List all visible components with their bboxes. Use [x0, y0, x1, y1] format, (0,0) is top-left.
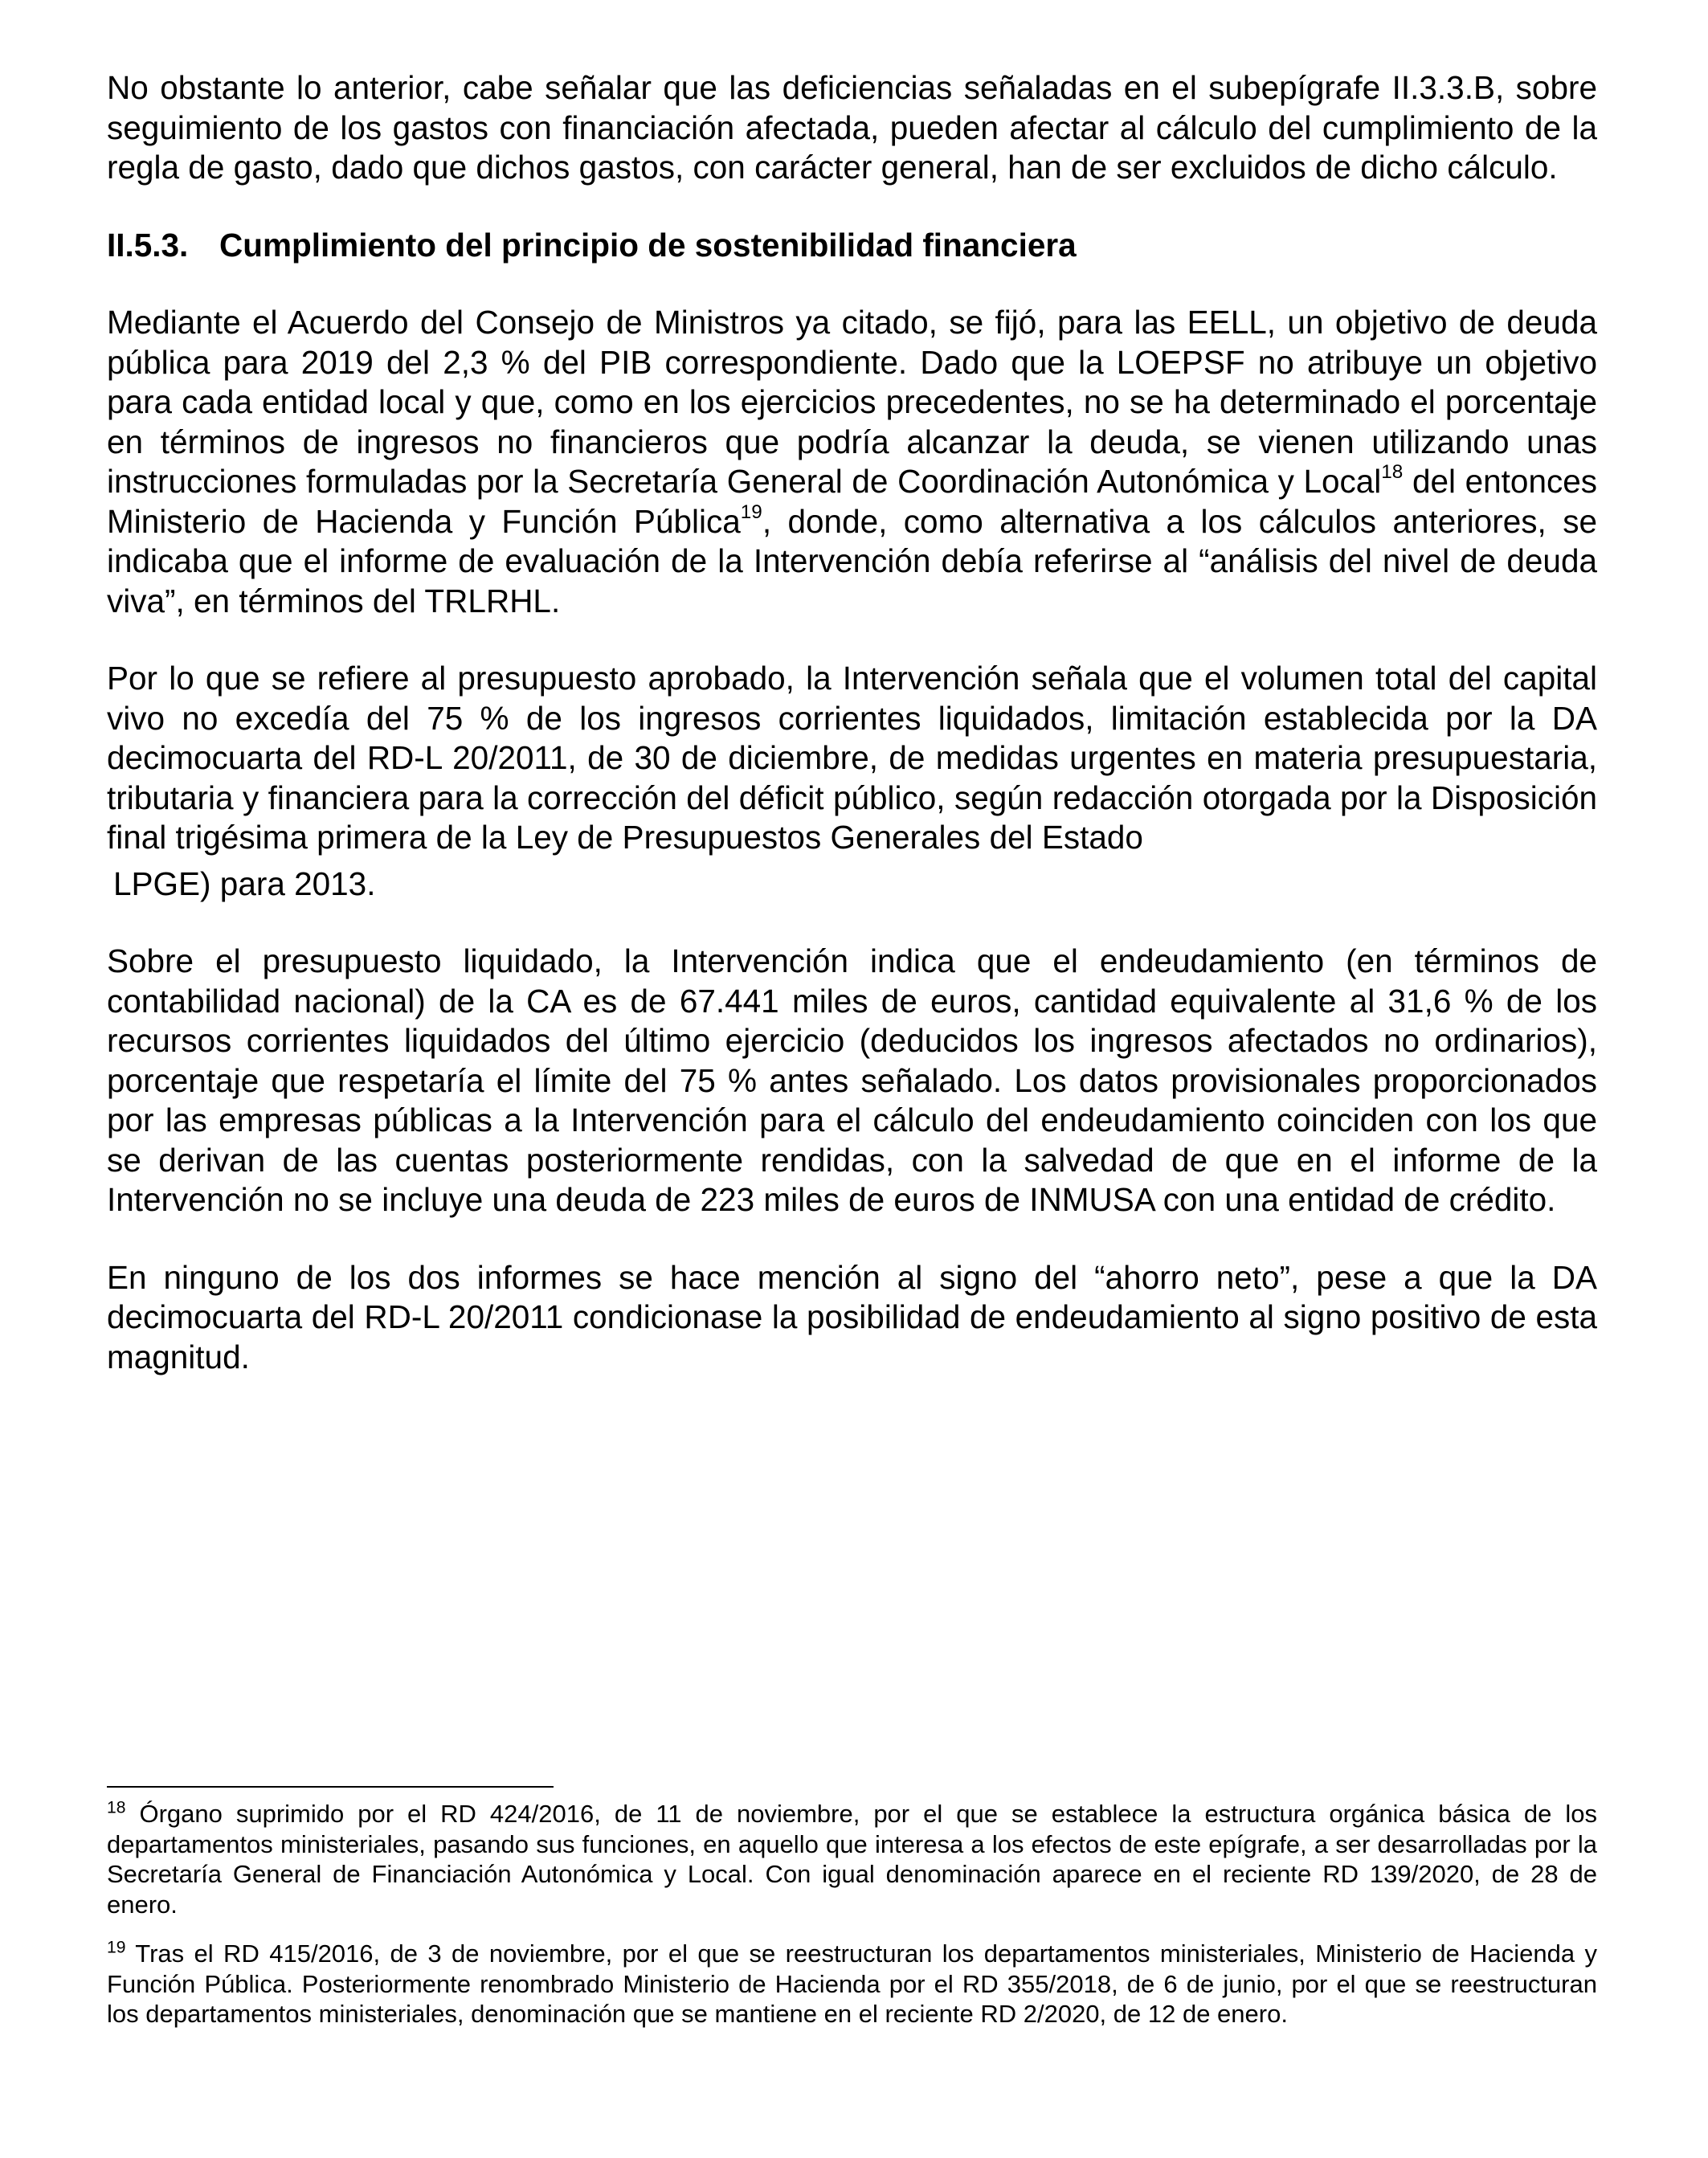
paragraph-ahorro-neto	[107, 1258, 1597, 1378]
footnote-ref-18[interactable]: 18	[1381, 460, 1404, 483]
main-content	[107, 68, 1597, 1377]
paragraph-text: LPGE) para 2013.	[113, 864, 376, 902]
footnote-ref-19[interactable]: 19	[740, 501, 762, 523]
paragraph-text: En ninguno de los dos informes se hace mención al signo del “ahorro neto”, pese a que la DA decimocuarta del RD-L 20/2011 condicionase la posibilidad de endeudamiento al signo positivo de esta magnitud.	[107, 1258, 1597, 1375]
paragraph-text: Mediante el Acuerdo del Consejo de Ministros ya citado, se fijó, para las EELL, un objetivo de deuda pública para 2019 del 2,3 % del PIB correspondiente. Dado que la LOEPSF no atribuye un objetivo para cada entidad local y que, como en los ejercicios precedentes, no se ha determinado el porcentaje en términos de ingresos no financieros que podría alcanzar la deuda, se vienen utilizando unas instrucciones formuladas por la Secretaría General de Coordinación Autonómica y Local	[107, 304, 1597, 500]
paragraph-regla-gasto-note	[107, 68, 1597, 188]
paragraph-objetivo-deuda	[107, 303, 1597, 621]
section-number: II.5.3.	[107, 226, 189, 264]
footnote-mark: 19	[107, 1938, 126, 1957]
paragraph-text: , donde, como alternativa a los cálculos anteriores, se indicaba que el informe de evaluación de la Intervención debía referirse al “análisis del nivel de deuda viva”, en términos del TRLRHL.	[107, 502, 1597, 619]
footnote-separator	[107, 1786, 554, 1788]
paragraph-presupuesto-liquidado	[107, 942, 1597, 1220]
paragraph-text: No obstante lo anterior, cabe señalar que las deficiencias señaladas en el subepígrafe II.3.3.B, sobre seguimiento de los gastos con financiación afectada, pueden afectar al cálculo del cumplimiento de la regla de gasto, dado que dichos gastos, con carácter general, han de ser excluidos de dicho cálculo.	[107, 69, 1597, 186]
paragraph-text: Sobre el presupuesto liquidado, la Intervención indica que el endeudamiento (en términos de contabilidad nacional) de la CA es de 67.441 miles de euros, cantidad equivalente al 31,6 % de los recursos corrientes liquidados del último ejercicio (deducidos los ingresos afectados no ordinarios), porcentaje que respetaría el límite del 75 % antes señalado. Los datos provisionales proporcionados por las empresas públicas a la Intervención para el cálculo del endeudamiento coinciden con los que se derivan de las cuentas posteriormente rendidas, con la salvedad de que en el informe de la Intervención no se incluye una deuda de 223 miles de euros de INMUSA con una entidad de crédito.	[107, 942, 1597, 1218]
paragraph-text: Por lo que se refiere al presupuesto aprobado, la Intervención señala que el volumen total del capital vivo no excedía del 75 % de los ingresos corrientes liquidados, limitación establecida por la DA decimocuarta del RD-L 20/2011, de 30 de diciembre, de medidas urgentes en materia presupuestaria, tributaria y financiera para la corrección del déficit público, según redacción otorgada por la Disposición final trigésima primera de la Ley de Presupuestos Generales del Estado	[107, 660, 1597, 856]
section-title: Cumplimiento del principio de sostenibilidad financiera	[219, 226, 1077, 264]
footnote-19	[107, 1939, 1597, 2029]
footnote-text: Órgano suprimido por el RD 424/2016, de 11 de noviembre, por el que se establece la estructura orgánica básica de los departamentos ministeriales, pasando sus funciones, en aquello que interesa a los efectos de este epígrafe, a ser desarrolladas por la Secretaría General de Financiación Autonómica y Local. Con igual denominación aparece en el reciente RD 139/2020, de 28 de enero.	[107, 1800, 1597, 1919]
paragraph-text: del entonces Ministerio de Hacienda y Función Pública	[107, 463, 1597, 540]
footnote-18	[107, 1799, 1597, 1919]
section-heading	[107, 226, 1597, 266]
footnote-mark: 18	[107, 1798, 126, 1817]
footnote-text: Tras el RD 415/2016, de 3 de noviembre, por el que se reestructuran los departamentos ministeriales, Ministerio de Hacienda y Función Pública. Posteriormente renombrado Ministerio de Hacienda por el RD 355/2018, de 6 de junio, por el que se reestructuran los departamentos ministeriales, denominación que se mantiene en el reciente RD 2/2020, de 12 de enero.	[107, 1939, 1597, 2028]
paragraph-presupuesto-aprobado	[107, 659, 1597, 904]
footnotes-section	[107, 1786, 1597, 2029]
